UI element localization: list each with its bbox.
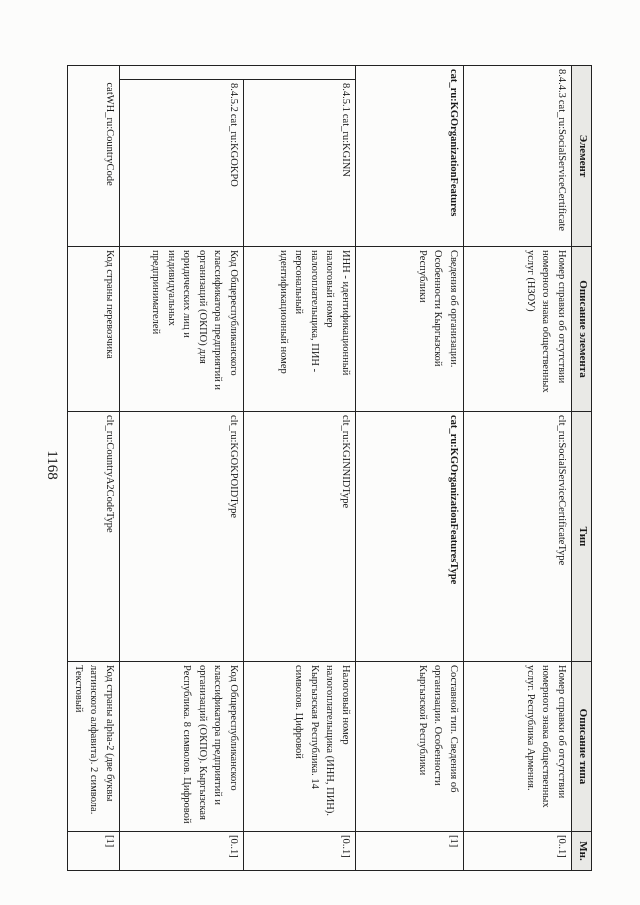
type-cell: clt_ru:KGOKPOIDType (120, 412, 244, 662)
table-row (244, 66, 356, 871)
type-description-cell: Код Общереспубликанского классификатора предприятий и организаций (ОКПО). Кыргызская Республика. 8 символов. Цифровой (120, 662, 244, 832)
element-cell (356, 66, 464, 247)
table-row (464, 66, 572, 871)
header-type-description: Описание типа (572, 662, 592, 832)
elements-table (68, 65, 593, 871)
element-description-cell: Номер справки об отсутствии номерного знака общественных услуг (НЗОУ) (464, 247, 572, 412)
element-cell (68, 80, 120, 247)
type-description-cell: Составной тип. Сведения об организации. Особенности Кыргызской Республики (356, 662, 464, 832)
header-element-description: Описание элемента (572, 247, 592, 412)
header-type: Тип (572, 412, 592, 662)
table-row (120, 66, 244, 871)
multiplicity-cell: [1] (356, 832, 464, 871)
table-header-row (572, 66, 592, 871)
type-description-cell: Номер справки об отсутствии номерного знака общественных услуг. Республика Армения. (464, 662, 572, 832)
element-name: cat_ru:SocialServiceCertificate (556, 99, 567, 232)
type-description-cell: Код страны alpha-2 (две буквы латинского алфавита). 2 символа. Текстовый (68, 662, 120, 832)
multiplicity-cell: [0..1] (120, 832, 244, 871)
multiplicity-cell: [0..1] (464, 832, 572, 871)
indent-cell (120, 66, 244, 80)
type-cell: clt_ru:KGINNIDType (244, 412, 356, 662)
type-cell: clt_ru:CountryA2CodeType (68, 412, 120, 662)
element-description-cell: ИНН - идентификационный налоговый номер налогоплательщика, ПИН - персональный идентификационный номер (244, 247, 356, 412)
indent-cell (244, 66, 356, 80)
type-cell: cat_ru:KGOrganizationFeaturesType (356, 412, 464, 662)
multiplicity-cell: [0..1] (244, 832, 356, 871)
element-name: cat_ru:KGINN (340, 113, 351, 177)
element-name: cat_ru:KGOKPO (228, 113, 239, 187)
element-description-cell: Код Общереспубликанского классификатора предприятий и организаций (ОКПО) для юридических лиц и индивидуальных предпринимателей (120, 247, 244, 412)
element-cell (464, 66, 572, 247)
element-name: cat_ru:KGOrganizationFeatures (448, 69, 459, 217)
element-name: catWH_ru:CountryCode (104, 82, 115, 186)
element-number: 8.4.5.2 (228, 83, 239, 112)
element-number: 8.4.4.3 (556, 69, 567, 98)
element-description-cell: Код страны перевозчика (68, 247, 120, 412)
type-cell: clt_ru:SocialServiceCertificateType (464, 412, 572, 662)
element-cell (120, 80, 244, 247)
document-table-rotated (73, 65, 592, 870)
type-description-cell: Налоговый номер налогоплательщика (ИНН, ПИН). Кыргызская Республика. 14 символов. Цифровой (244, 662, 356, 832)
header-multiplicity: Мн. (572, 832, 592, 871)
element-cell (244, 80, 356, 247)
header-element: Элемент (572, 66, 592, 247)
table-row (356, 66, 464, 871)
element-number: 8.4.5.1 (340, 83, 351, 112)
multiplicity-cell: [1] (68, 832, 120, 871)
indent-cell (68, 66, 120, 80)
element-description-cell: Сведения об организации. Особенности Кыргызской Республики (356, 247, 464, 412)
table-row (68, 66, 120, 871)
page-number: 1168 (44, 450, 60, 480)
